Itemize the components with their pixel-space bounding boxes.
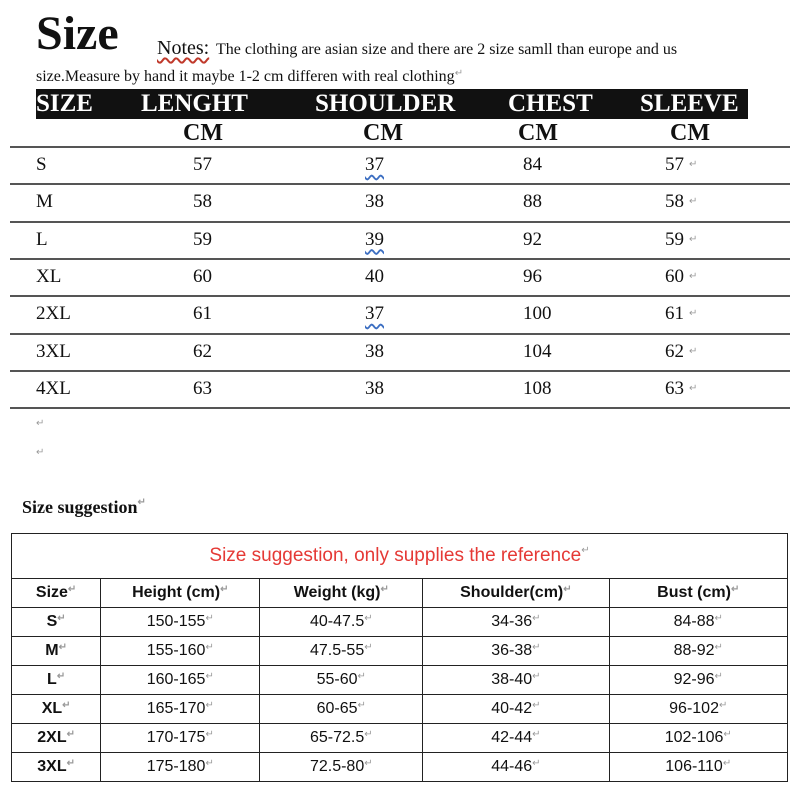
paragraph-mark: ↵ [58, 642, 67, 653]
paragraph-mark: ↵ [454, 68, 464, 79]
size-cell-length: 63 [193, 377, 212, 399]
page-title: Size [36, 7, 119, 60]
paragraph-mark: ↵ [36, 418, 45, 429]
suggestion-cell [423, 753, 609, 782]
size-cell-sleeve: 59 [665, 228, 684, 250]
paragraph-mark: ↵ [57, 613, 66, 624]
size-cell-chest: 84 [523, 154, 542, 175]
paragraph-mark: ↵ [714, 642, 723, 653]
suggestion-value: 155-160 [146, 642, 206, 659]
size-cell-size: 3XL [36, 340, 71, 362]
size-cell-size: 2XL [36, 303, 71, 325]
suggestion-cell [260, 695, 423, 724]
paragraph-mark: ↵ [532, 671, 541, 682]
row-divider [10, 333, 790, 335]
suggestion-cell [12, 724, 101, 753]
paragraph-mark: ↵ [67, 584, 77, 595]
row-divider [10, 258, 790, 260]
paragraph-mark: ↵ [532, 729, 541, 740]
suggestion-header-cell [101, 579, 260, 608]
suggestion-value: 92-96 [673, 671, 715, 688]
header-chest: CHEST [508, 90, 593, 117]
size-cell-chest: 104 [523, 340, 552, 362]
suggestion-cell [609, 666, 788, 695]
suggestion-cell [260, 637, 423, 666]
size-cell-chest: 92 [523, 228, 542, 250]
suggestion-header-label: Size [35, 584, 68, 601]
suggestion-row [12, 724, 788, 753]
suggestion-value: 165-170 [146, 700, 206, 717]
paragraph-mark: ↵ [689, 270, 698, 282]
size-cell-length: 58 [193, 191, 212, 213]
header-size: SIZE [36, 90, 93, 117]
unit-shoulder: CM [363, 120, 403, 146]
suggestion-header-cell [423, 579, 609, 608]
unit-sleeve: CM [670, 120, 710, 146]
notes-text-line2-wrap [36, 69, 463, 85]
paragraph-mark: ↵ [220, 584, 229, 595]
suggestion-value: 40-42 [491, 700, 533, 717]
suggestion-cell [609, 608, 788, 637]
paragraph-mark: ↵ [66, 729, 75, 740]
suggestion-header-label: Height (cm) [132, 584, 221, 601]
size-cell-length: 61 [193, 303, 212, 325]
paragraph-mark: ↵ [205, 700, 214, 711]
size-cell-length: 62 [193, 340, 212, 362]
size-cell-size: L [36, 228, 48, 250]
suggestion-cell [101, 753, 260, 782]
suggestion-caption: Size suggestion, only supplies the reference [209, 545, 582, 566]
paragraph-mark: ↵ [205, 729, 214, 740]
suggestion-header-label: Bust (cm) [657, 584, 731, 601]
suggestion-value: S [46, 613, 58, 630]
suggestion-row [12, 637, 788, 666]
row-divider [10, 407, 790, 409]
suggestion-cell [609, 724, 788, 753]
paragraph-mark: ↵ [364, 642, 373, 653]
suggestion-cell [423, 695, 609, 724]
suggestion-value: M [45, 642, 59, 659]
size-cell-sleeve: 57 [665, 154, 684, 175]
suggestion-value: 38-40 [491, 671, 533, 688]
paragraph-mark: ↵ [563, 584, 572, 595]
size-cell-sleeve: 60 [665, 265, 684, 287]
suggestion-row [12, 695, 788, 724]
paragraph-mark: ↵ [689, 345, 698, 357]
suggestion-value: 36-38 [491, 642, 533, 659]
size-cell-shoulder: 37 [365, 303, 384, 325]
notes-label: Notes: [157, 37, 210, 59]
suggestion-row [12, 753, 788, 782]
size-cell-size: XL [36, 265, 62, 287]
suggestion-value: 72.5-80 [309, 758, 365, 775]
paragraph-mark: ↵ [689, 196, 698, 208]
suggestion-cell [260, 666, 423, 695]
suggestion-value: 42-44 [491, 729, 533, 746]
suggestion-body [12, 608, 788, 782]
size-cell-sleeve: 63 [665, 377, 684, 399]
size-cell-shoulder: 38 [365, 191, 384, 213]
suggestion-cell [12, 608, 101, 637]
row-divider [10, 221, 790, 223]
suggestion-value: 88-92 [673, 642, 715, 659]
suggestion-header-row [12, 579, 788, 608]
suggestion-value: 102-106 [664, 729, 724, 746]
unit-chest: CM [518, 120, 558, 146]
suggestion-cell [12, 637, 101, 666]
suggestion-cell [101, 666, 260, 695]
size-cell-length: 57 [193, 154, 212, 175]
size-cell-size: 4XL [36, 377, 71, 399]
row-divider [10, 146, 790, 148]
suggestion-value: 44-46 [491, 758, 533, 775]
paragraph-mark: ↵ [714, 613, 723, 624]
paragraph-mark: ↵ [532, 758, 541, 769]
suggestion-heading-wrap [22, 498, 146, 516]
paragraph-mark: ↵ [718, 700, 728, 711]
row-divider [10, 183, 790, 185]
paragraph-mark: ↵ [364, 729, 373, 740]
suggestion-value: 34-36 [491, 613, 533, 630]
paragraph-mark: ↵ [723, 729, 732, 740]
paragraph-mark: ↵ [205, 671, 214, 682]
size-cell-shoulder: 40 [365, 265, 384, 287]
suggestion-cell [423, 666, 609, 695]
suggestion-value: XL [41, 700, 63, 717]
suggestion-cell [101, 637, 260, 666]
paragraph-mark: ↵ [357, 671, 366, 682]
suggestion-cell [609, 753, 788, 782]
suggestion-caption-cell [12, 534, 788, 579]
suggestion-value: 150-155 [146, 613, 206, 630]
paragraph-mark: ↵ [581, 545, 590, 556]
suggestion-cell [12, 695, 101, 724]
suggestion-value: 40-47.5 [309, 613, 365, 630]
paragraph-mark: ↵ [689, 308, 698, 320]
suggestion-cell [101, 695, 260, 724]
row-divider [10, 370, 790, 372]
paragraph-mark: ↵ [689, 233, 698, 245]
suggestion-value: 170-175 [146, 729, 206, 746]
suggestion-header-label: Weight (kg) [293, 584, 381, 601]
suggestion-table [11, 533, 788, 782]
size-cell-sleeve: 62 [665, 340, 684, 362]
size-cell-length: 60 [193, 265, 212, 287]
suggestion-cell [260, 753, 423, 782]
paragraph-mark: ↵ [357, 700, 366, 711]
size-cell-sleeve: 58 [665, 191, 684, 213]
suggestion-cell [423, 724, 609, 753]
suggestion-cell [609, 637, 788, 666]
paragraph-mark: ↵ [205, 613, 214, 624]
header-shoulder: SHOULDER [315, 90, 456, 117]
suggestion-value: 96-102 [669, 700, 719, 717]
suggestion-value: 106-110 [665, 758, 723, 775]
suggestion-cell [609, 695, 788, 724]
paragraph-mark: ↵ [205, 642, 214, 653]
paragraph-mark: ↵ [730, 584, 740, 595]
suggestion-header-cell [609, 579, 788, 608]
paragraph-mark: ↵ [714, 671, 723, 682]
suggestion-cell [12, 666, 101, 695]
suggestion-value: 84-88 [673, 613, 715, 630]
paragraph-mark: ↵ [689, 159, 698, 170]
size-cell-size: S [36, 154, 47, 175]
header-length: LENGHT [141, 90, 248, 117]
suggestion-header-label: Shoulder(cm) [460, 584, 564, 601]
paragraph-mark: ↵ [532, 700, 541, 711]
suggestion-cell [101, 608, 260, 637]
suggestion-cell [12, 753, 101, 782]
size-cell-shoulder: 38 [365, 377, 384, 399]
suggestion-row [12, 608, 788, 637]
suggestion-value: 65-72.5 [309, 729, 365, 746]
suggestion-cell [260, 608, 423, 637]
notes-text-line2: size.Measure by hand it maybe 1-2 cm differen with real clothing [36, 68, 455, 85]
suggestion-value: 175-180 [146, 758, 206, 775]
paragraph-mark: ↵ [722, 758, 732, 769]
suggestion-cell [423, 637, 609, 666]
paragraph-mark: ↵ [380, 584, 389, 595]
header-sleeve: SLEEVE [640, 90, 739, 117]
row-divider [10, 295, 790, 297]
paragraph-mark: ↵ [56, 671, 66, 682]
suggestion-value: 160-165 [146, 671, 206, 688]
suggestion-row [12, 666, 788, 695]
paragraph-mark: ↵ [689, 382, 698, 394]
paragraph-mark: ↵ [205, 758, 214, 769]
size-cell-chest: 100 [523, 303, 552, 325]
paragraph-mark: ↵ [532, 642, 541, 653]
suggestion-value: 60-65 [316, 700, 358, 717]
size-cell-shoulder: 39 [365, 228, 384, 250]
suggestion-value: L [47, 671, 57, 688]
suggestion-value: 47.5-55 [309, 642, 365, 659]
suggestion-value: 2XL [37, 729, 67, 746]
unit-length: CM [183, 120, 223, 146]
size-cell-sleeve: 61 [665, 303, 684, 325]
suggestion-value: 55-60 [316, 671, 358, 688]
paragraph-mark: ↵ [137, 497, 146, 508]
suggestion-cell [260, 724, 423, 753]
paragraph-mark: ↵ [364, 613, 373, 624]
size-cell-shoulder: 37 [365, 154, 384, 175]
size-cell-chest: 108 [523, 377, 552, 399]
paragraph-mark: ↵ [66, 758, 75, 769]
suggestion-heading: Size suggestion [22, 497, 138, 517]
notes-text-line1: The clothing are asian size and there are 2 size samll than europe and us [216, 41, 678, 58]
size-cell-length: 59 [193, 228, 212, 250]
paragraph-mark: ↵ [36, 447, 45, 458]
suggestion-header-cell [260, 579, 423, 608]
size-cell-size: M [36, 191, 53, 213]
size-cell-chest: 88 [523, 191, 542, 213]
suggestion-value: 3XL [37, 758, 67, 775]
paragraph-mark: ↵ [364, 758, 373, 769]
size-cell-chest: 96 [523, 265, 542, 287]
size-cell-shoulder: 38 [365, 340, 384, 362]
suggestion-header-cell [12, 579, 101, 608]
paragraph-mark: ↵ [62, 700, 71, 711]
paragraph-mark: ↵ [532, 613, 541, 624]
suggestion-cell [423, 608, 609, 637]
suggestion-cell [101, 724, 260, 753]
